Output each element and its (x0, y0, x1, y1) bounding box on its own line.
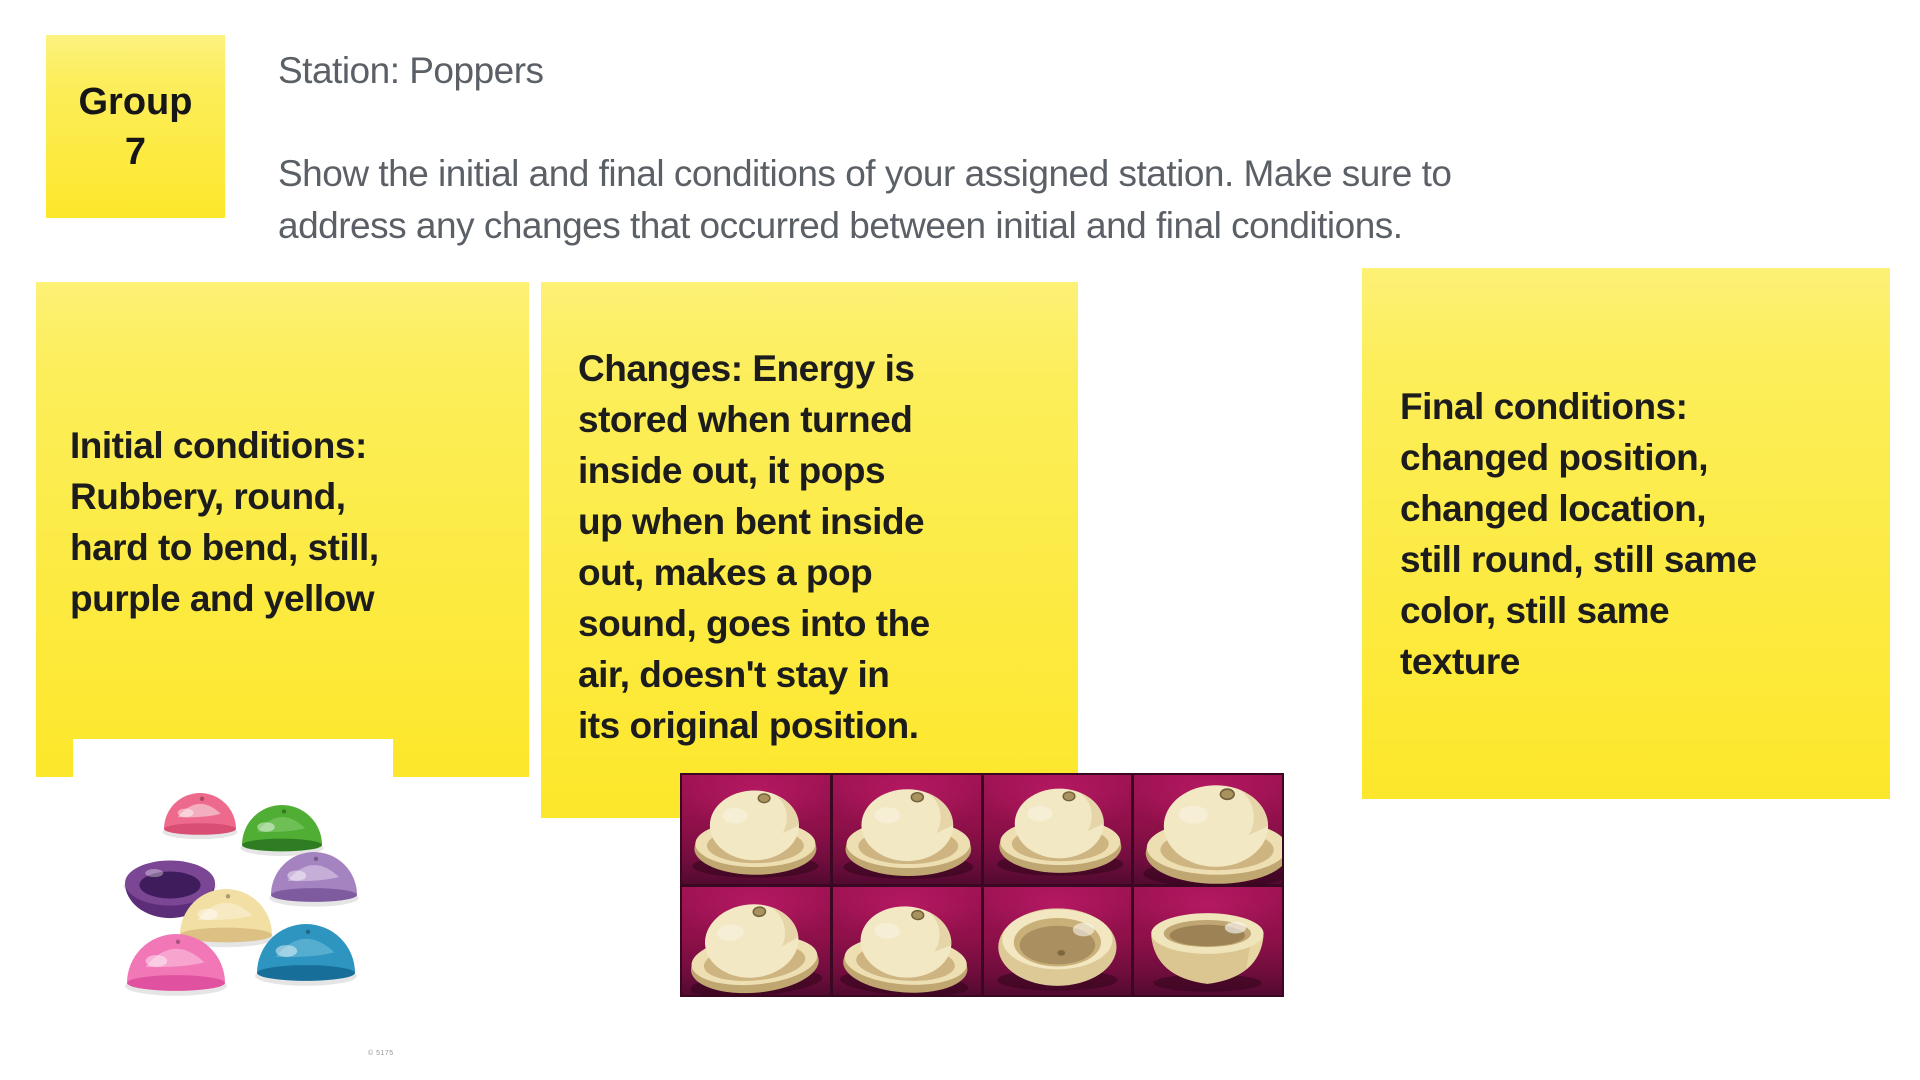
text-line: air, doesn't stay in (578, 654, 890, 695)
sticky-note-final-conditions[interactable] (1362, 268, 1890, 799)
instructions-text (278, 148, 1451, 252)
text-line: hard to bend, still, (70, 527, 379, 568)
text-line: Changes: Energy is (578, 348, 915, 389)
text-line: still round, still same (1400, 539, 1757, 580)
text-line: sound, goes into the (578, 603, 930, 644)
group-badge[interactable] (46, 35, 225, 218)
text-line: color, still same (1400, 590, 1670, 631)
poppers-product-image[interactable] (88, 783, 403, 1068)
changes-text (578, 343, 930, 751)
text-line: address any changes that occurred between initial and final conditions. (278, 205, 1403, 246)
poppers-photo-grid[interactable] (680, 773, 1284, 997)
text-line: stored when turned (578, 399, 913, 440)
photo-grid-cell-dome (1134, 775, 1282, 884)
text-line: Final conditions: (1400, 386, 1688, 427)
initial-conditions-text (70, 420, 379, 624)
pink-white-popper (163, 793, 238, 839)
text-line: purple and yellow (70, 578, 374, 619)
photo-watermark: © 5175 (368, 1050, 394, 1057)
sticky-note-changes[interactable] (541, 282, 1078, 818)
final-conditions-text (1400, 381, 1757, 687)
photo-grid-cell-dome (833, 775, 981, 884)
station-title: Station: Poppers (278, 50, 544, 91)
note-bottom-notch (73, 739, 393, 779)
text-line: texture (1400, 641, 1520, 682)
text-line: up when bent inside (578, 501, 925, 542)
photo-grid-cell-dome (682, 775, 830, 884)
text-line: its original position. (578, 705, 919, 746)
group-badge-number: 7 (124, 130, 147, 173)
text-line: changed location, (1400, 488, 1707, 529)
text-line: out, makes a pop (578, 552, 873, 593)
poppers-product-illustration (88, 783, 403, 1068)
text-line: Rubbery, round, (70, 476, 346, 517)
sticky-note-initial-conditions[interactable] (36, 282, 529, 777)
text-line: inside out, it pops (578, 450, 886, 491)
group-badge-label: Group (78, 80, 193, 123)
text-line: Initial conditions: (70, 425, 367, 466)
photo-grid-cell-bowl-top (984, 887, 1132, 996)
lavender-popper (269, 852, 358, 907)
text-line: changed position, (1400, 437, 1709, 478)
green-popper (240, 805, 323, 856)
photo-grid-cell-bowl-side (1134, 887, 1282, 996)
photo-grid-cell-dome (682, 887, 830, 996)
photo-grid-cell-dome (984, 775, 1132, 884)
text-line: Show the initial and final conditions of your assigned station. Make sure to (278, 153, 1452, 194)
photo-grid-cell-dome (833, 887, 981, 996)
